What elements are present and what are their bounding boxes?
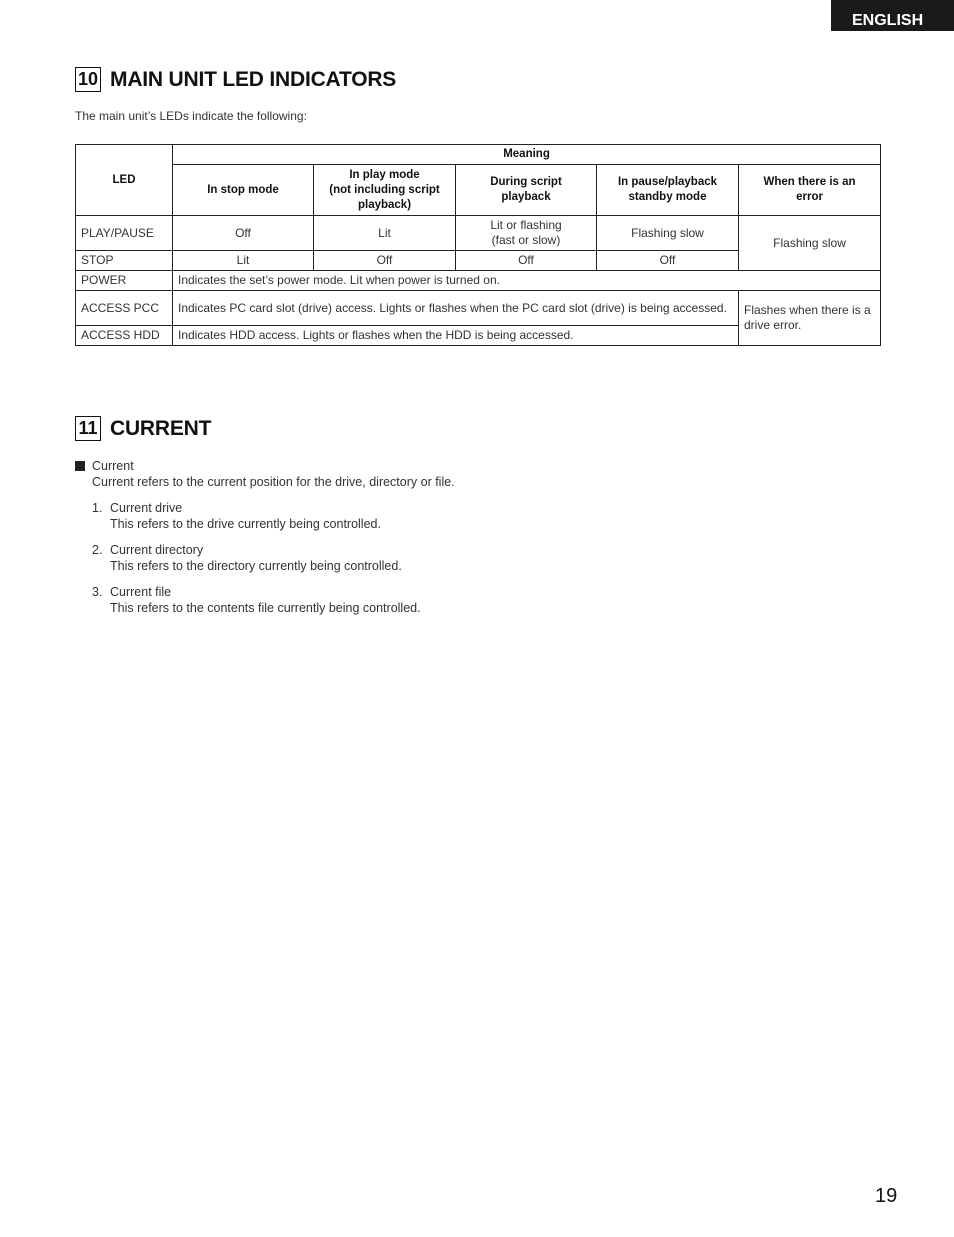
cell-description: Indicates PC card slot (drive) access. Lights or flashes when the PC card slot (drive) is being accessed.	[173, 291, 739, 326]
page-number: 19	[875, 1185, 898, 1207]
item-label: Current file	[110, 585, 172, 599]
square-bullet-icon	[75, 461, 85, 471]
led-name: PLAY/PAUSE	[76, 216, 173, 251]
item-description: This refers to the directory currently being controlled.	[110, 559, 402, 573]
led-name: ACCESS PCC	[76, 291, 173, 326]
language-tab: ENGLISH	[831, 0, 954, 31]
led-name: ACCESS HDD	[76, 326, 173, 346]
bullet-description: Current refers to the current position for the drive, directory or file.	[92, 475, 455, 489]
item-description: This refers to the contents file currently being controlled.	[110, 601, 421, 615]
led-name: POWER	[76, 271, 173, 291]
list-item: 2. Current directory This refers to the directory currently being controlled.	[75, 542, 455, 574]
section-number: 10	[75, 67, 101, 92]
item-label: Current directory	[110, 543, 204, 557]
list-item: 1. Current drive This refers to the drive currently being controlled.	[75, 500, 455, 532]
item-label: Current drive	[110, 501, 183, 515]
section-11-heading	[75, 416, 211, 441]
current-description	[75, 458, 455, 616]
header-error: When there is an error	[739, 165, 881, 216]
cell-script: Off	[456, 251, 597, 271]
cell-play: Lit	[314, 216, 456, 251]
table-row	[76, 216, 881, 251]
cell-pause: Off	[597, 251, 739, 271]
table-subheader-row	[76, 165, 881, 216]
header-script-playback: During script playback	[456, 165, 597, 216]
section-10-heading	[75, 67, 396, 92]
led-indicator-table	[75, 144, 881, 346]
cell-error: Flashes when there is a drive error.	[739, 291, 881, 346]
cell-pause: Flashing slow	[597, 216, 739, 251]
section-title: CURRENT	[110, 416, 212, 440]
cell-stop: Lit	[173, 251, 314, 271]
bullet-item	[75, 458, 455, 474]
table-header-row	[76, 145, 881, 165]
cell-error: Flashing slow	[739, 216, 881, 271]
cell-script: Lit or flashing (fast or slow)	[456, 216, 597, 251]
intro-text: The main unit’s LEDs indicate the following:	[75, 109, 307, 123]
header-pause-standby: In pause/playback standby mode	[597, 165, 739, 216]
header-meaning: Meaning	[173, 145, 881, 165]
header-stop-mode: In stop mode	[173, 165, 314, 216]
table-row	[76, 271, 881, 291]
header-play-mode: In play mode (not including script playback)	[314, 165, 456, 216]
list-item: 3. Current file This refers to the contents file currently being controlled.	[75, 584, 455, 616]
bullet-label: Current	[92, 459, 134, 473]
table-row	[76, 291, 881, 326]
section-number: 11	[75, 416, 101, 441]
cell-stop: Off	[173, 216, 314, 251]
header-led: LED	[76, 145, 173, 216]
cell-description: Indicates the set’s power mode. Lit when power is turned on.	[173, 271, 881, 291]
item-description: This refers to the drive currently being controlled.	[110, 517, 381, 531]
cell-play: Off	[314, 251, 456, 271]
cell-description: Indicates HDD access. Lights or flashes when the HDD is being accessed.	[173, 326, 739, 346]
led-name: STOP	[76, 251, 173, 271]
section-title: MAIN UNIT LED INDICATORS	[110, 67, 397, 91]
